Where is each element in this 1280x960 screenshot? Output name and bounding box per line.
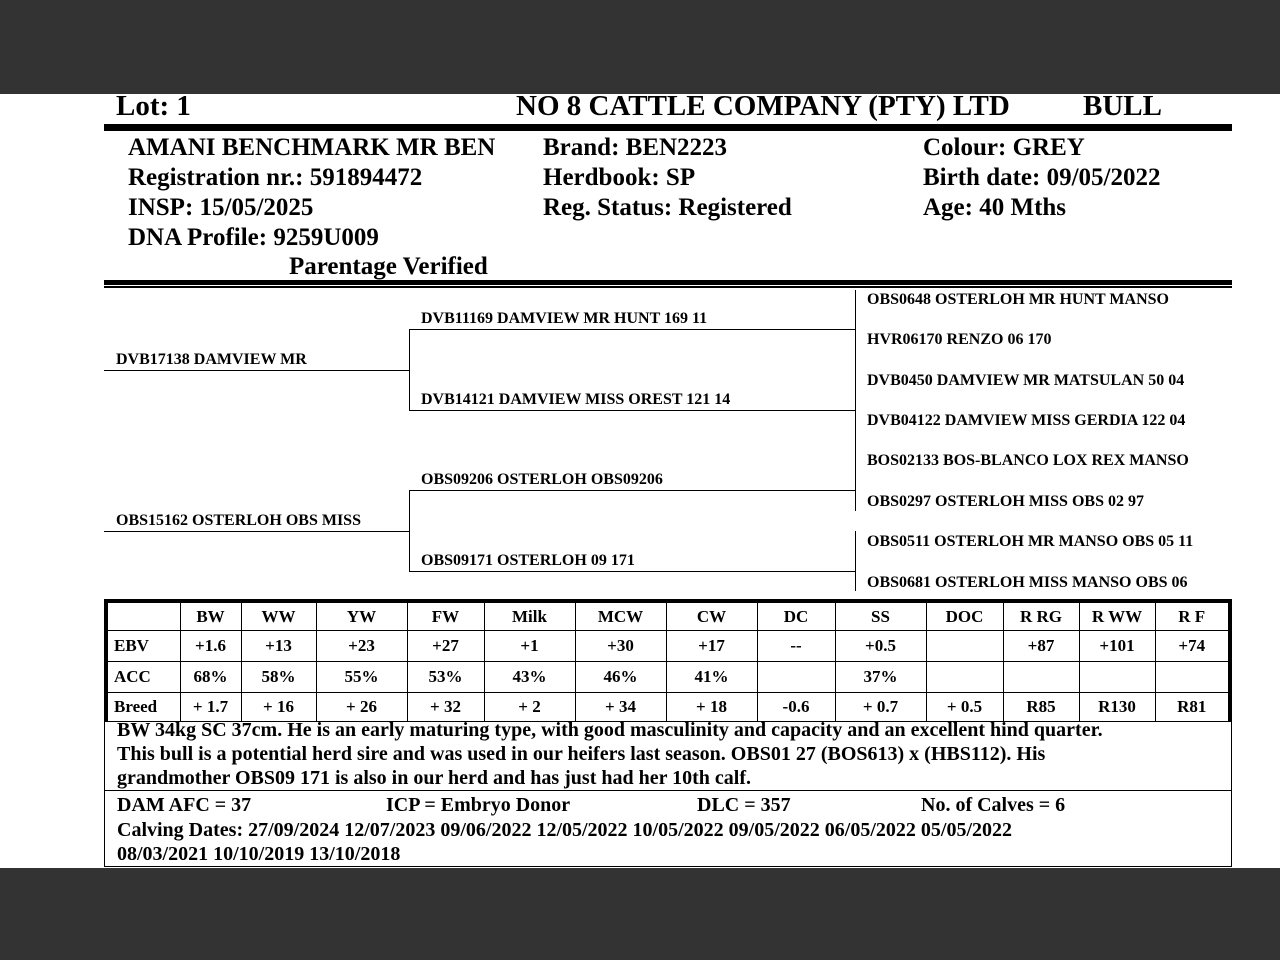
lot-sheet [0,94,1280,868]
sire-sire-name: DVB11169 DAMVIEW MR HUNT 169 11 [421,310,708,327]
table-cell: -- [757,631,835,662]
calving-dates-continued: 08/03/2021 10/10/2019 13/10/2018 [117,843,401,865]
notes-line: This bull is a potential herd sire and was used in our heifers last season. OBS01 27 (BOS613) x (HBS112). His [117,743,1046,765]
sire-dam-name: DVB14121 DAMVIEW MISS OREST 121 14 [421,391,731,408]
dam-afc: DAM AFC = 37 [117,794,252,816]
pedigree-line [855,531,856,591]
table-header-cell: FW [407,601,484,631]
notes-divider [105,790,1231,791]
pedigree-line [409,490,410,572]
table-cell: + 2 [484,693,575,722]
dna-profile: DNA Profile: 9259U009 [128,224,379,251]
pedigree-line [409,490,856,491]
pedigree-line [409,329,856,330]
calves-count: No. of Calves = 6 [921,794,1066,816]
table-cell: +74 [1155,631,1230,662]
table-cell [926,631,1003,662]
pedigree-line [855,450,856,511]
table-cell: 37% [835,662,926,693]
calving-dates: Calving Dates: 27/09/2024 12/07/2023 09/06/2022 12/05/2022 10/05/2022 09/05/2022 06/05/2022 05/05/2022 [117,819,1013,841]
header-divider [104,124,1232,131]
table-cell: + 32 [407,693,484,722]
table-cell [1155,662,1230,693]
table-cell: +0.5 [835,631,926,662]
table-cell: 55% [316,662,407,693]
pedigree-line [104,531,409,532]
table-cell: + 0.7 [835,693,926,722]
table-cell: +1.6 [180,631,241,662]
pedigree-line [855,290,856,370]
info-divider [104,280,1232,285]
age: Age: 40 Mths [923,194,1067,221]
company-name: NO 8 CATTLE COMPANY (PTY) LTD [516,94,1010,122]
table-header-cell: YW [316,601,407,631]
row-label: ACC [106,662,180,693]
table-header-cell: R F [1155,601,1230,631]
great-grandparent-name: DVB0450 DAMVIEW MR MATSULAN 50 04 [867,372,1185,389]
table-cell: + 1.7 [180,693,241,722]
table-header-cell: DOC [926,601,1003,631]
table-cell: 43% [484,662,575,693]
table-row-acc [106,662,1230,693]
table-cell: +17 [666,631,757,662]
table-cell: + 16 [241,693,316,722]
table-cell: 58% [241,662,316,693]
great-grandparent-name: OBS0511 OSTERLOH MR MANSO OBS 05 11 [867,533,1194,550]
brand: Brand: BEN2223 [543,134,728,161]
table-cell: +30 [575,631,666,662]
table-cell [1003,662,1079,693]
great-grandparent-name: OBS0648 OSTERLOH MR HUNT MANSO [867,291,1169,308]
great-grandparent-name: HVR06170 RENZO 06 170 [867,331,1052,348]
inspection-date: INSP: 15/05/2025 [128,194,314,221]
table-cell: +1 [484,631,575,662]
table-header-cell: BW [180,601,241,631]
table-cell: +101 [1079,631,1155,662]
table-header-cell [106,601,180,631]
table-cell: +23 [316,631,407,662]
great-grandparent-name: DVB04122 DAMVIEW MISS GERDIA 122 04 [867,412,1186,429]
pedigree-line [104,370,409,371]
animal-name: AMANI BENCHMARK MR BEN [128,134,496,161]
table-header-cell: MCW [575,601,666,631]
dam-dam-name: OBS09171 OSTERLOH 09 171 [421,552,635,569]
registration-status: Reg. Status: Registered [543,194,792,221]
animal-type: BULL [1083,94,1162,122]
table-cell: R81 [1155,693,1230,722]
icp: ICP = Embryo Donor [386,794,571,816]
notes-line: BW 34kg SC 37cm. He is an early maturing type, with good masculinity and capacity and an excellent hind quarter. [117,719,1103,741]
table-header-cell: R RG [1003,601,1079,631]
table-cell: 41% [666,662,757,693]
great-grandparent-name: BOS02133 BOS-BLANCO LOX REX MANSO [867,452,1189,469]
table-cell: R85 [1003,693,1079,722]
sire-name: DVB17138 DAMVIEW MR [116,351,307,368]
pedigree-line [409,571,856,572]
dlc: DLC = 357 [697,794,791,816]
parentage-status: Parentage Verified [289,253,488,280]
birth-date: Birth date: 09/05/2022 [923,164,1161,191]
table-cell [926,662,1003,693]
table-cell: + 34 [575,693,666,722]
great-grandparent-name: OBS0681 OSTERLOH MISS MANSO OBS 06 [867,574,1188,591]
colour: Colour: GREY [923,134,1085,161]
table-cell: + 18 [666,693,757,722]
lot-number: Lot: 1 [116,94,191,122]
ebv-table [104,599,1232,722]
herdbook: Herdbook: SP [543,164,696,191]
notes-box [104,716,1232,867]
table-header-row [106,601,1230,631]
pedigree-line [409,329,410,411]
table-cell: + 26 [316,693,407,722]
row-label: Breed [106,693,180,722]
table-header-cell: SS [835,601,926,631]
registration-number: Registration nr.: 591894472 [128,164,423,191]
table-cell: -0.6 [757,693,835,722]
table-cell: +13 [241,631,316,662]
table-cell: + 0.5 [926,693,1003,722]
table-cell: 46% [575,662,666,693]
dam-name: OBS15162 OSTERLOH OBS MISS [116,512,361,529]
table-cell: 53% [407,662,484,693]
table-cell: 68% [180,662,241,693]
pedigree-line [855,370,856,450]
table-header-cell: Milk [484,601,575,631]
table-cell [1079,662,1155,693]
table-row-ebv [106,631,1230,662]
pedigree-line [409,410,856,411]
great-grandparent-name: OBS0297 OSTERLOH MISS OBS 02 97 [867,493,1144,510]
table-header-cell: DC [757,601,835,631]
table-header-cell: CW [666,601,757,631]
table-cell [757,662,835,693]
table-header-cell: WW [241,601,316,631]
info-divider-thin [104,286,1232,288]
dam-sire-name: OBS09206 OSTERLOH OBS09206 [421,471,663,488]
table-cell: R130 [1079,693,1155,722]
table-cell: +27 [407,631,484,662]
notes-line: grandmother OBS09 171 is also in our herd and has just had her 10th calf. [117,767,751,789]
table-header-cell: R WW [1079,601,1155,631]
row-label: EBV [106,631,180,662]
table-cell: +87 [1003,631,1079,662]
